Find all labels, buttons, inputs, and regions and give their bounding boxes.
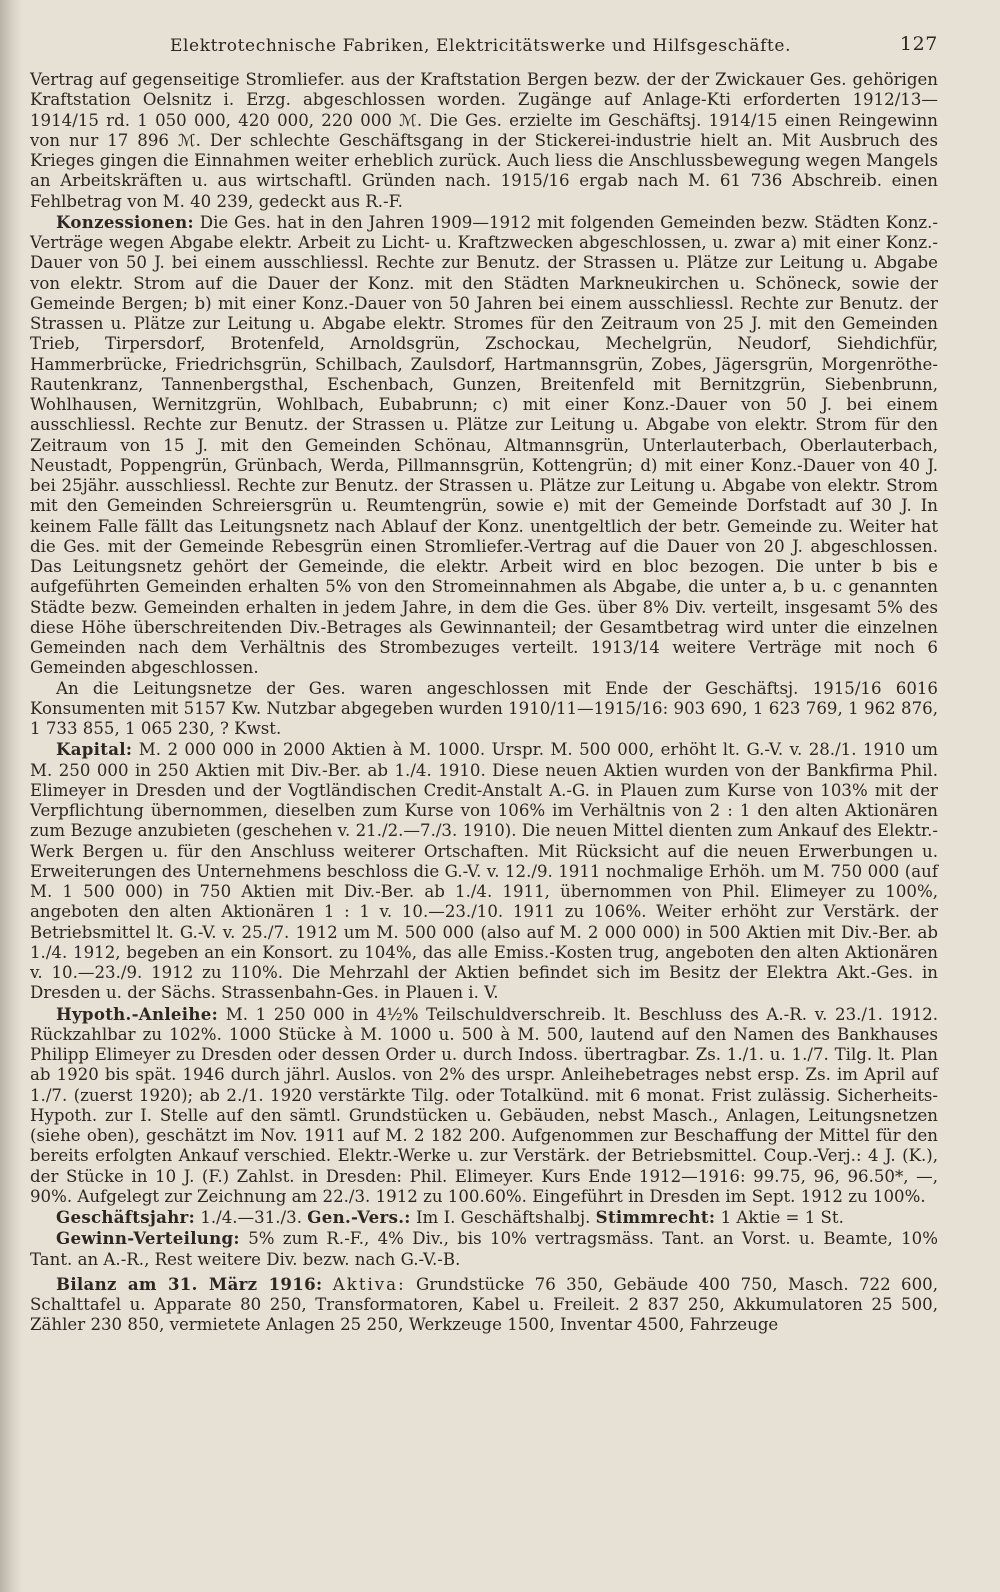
paragraph-text: 5% zum R.-F., 4% Div., bis 10% vertragsmäss. Tant. an Vorst. u. Beamte, 10% Tant. an A.-R., Rest weitere Div. bezw. nach G.-V.-B. xyxy=(30,1229,939,1269)
paragraph-bilanz xyxy=(30,1274,938,1336)
stimmrecht-label: Stimmrecht: xyxy=(595,1207,716,1227)
bilanz-text: Grundstücke 76 350, Gebäude 400 750, Masch. 722 600, Schalttafel u. Apparate 80 250, Transformatoren, Kabel u. Freileit. 2 837 250, Akkumulatoren 25 500, Zähler 230 850, vermietete Anlagen 25 250, Werkzeuge 1500, Inventar 4500, Fahrzeuge xyxy=(30,1274,938,1335)
paragraph-kapital xyxy=(30,739,938,1003)
section-label: Kapital: xyxy=(56,739,133,760)
page-number: 127 xyxy=(899,33,938,55)
section-label: Hypoth.-Anleihe: xyxy=(56,1003,219,1024)
aktiva-label: Aktiva: xyxy=(332,1274,406,1294)
running-header xyxy=(30,26,938,70)
section-label: Gewinn-Verteilung: xyxy=(56,1228,240,1249)
stimmrecht-value: 1 Aktie = 1 St. xyxy=(720,1208,844,1227)
gen-vers-label: Gen.-Vers.: xyxy=(307,1207,411,1227)
geschaeftsjahr-label: Geschäftsjahr: xyxy=(56,1207,196,1227)
paragraph-geschaeftsjahr xyxy=(30,1207,938,1228)
paragraph-intro xyxy=(30,70,938,212)
paragraph-text: An die Leitungsnetze der Ges. waren angeschlossen mit Ende der Geschäftsj. 1915/16 6016 Konsumenten mit 5157 Kw. Nutzbar abgegeben wurden 1910/11—1915/16: 903 690, 1 623 769, 1 962 876, 1 733 855, 1 065 230, ? Kwst. xyxy=(30,678,938,738)
section-label: Konzessionen: xyxy=(56,211,194,232)
paragraph-text: M. 1 250 000 in 4½% Teilschuldverschreib. lt. Beschluss des A.-R. v. 23./1. 1912. Rückzahlbar zu 102%. 1000 Stücke à M. 1000 u. 500 à M. 500, lautend auf den Namen des Bankhauses Philipp Elimeyer zu Dresden oder dessen Order u. durch Indoss. übertragbar. Zs. 1./1. u. 1./7. Tilg. lt. Plan ab 1920 bis spät. 1946 durch jährl. Auslos. von 2% des urspr. Anleihebetrages nebst ersp. Zs. im April auf 1./7. (zuerst 1920); ab 2./1. 1920 verstärkte Tilg. oder Totalkünd. mit 6 monat. Frist zulässig. Sicherheits-Hypoth. zur I. Stelle auf den sämtl. Grundstücken u. Gebäuden, nebst Masch., Anlagen, Leitungsnetzen (siehe oben), geschätzt im Nov. 1911 auf M. 2 182 200. Aufgenommen zur Beschaffung der Mittel für den bereits erfolgten Ankauf verschied. Elektr.-Werke u. zur Verstärk. der Betriebsmittel. Coup.-Verj.: 4 J. (K.), der Stücke in 10 J. (F.) Zahlst. in Dresden: Phil. Elimeyer. Kurs Ende 1912—1916: 99.75, 96, 96.50*, —, 90%. Aufgelegt zur Zeichnung am 22./3. 1912 zu 100.60%. Eingeführt in Dresden im Sept. 1912 zu 100%. xyxy=(30,1004,938,1206)
paragraph-hypoth-anleihe xyxy=(30,1004,938,1208)
scan-binding-edge xyxy=(0,0,22,1592)
bilanz-label: Bilanz am 31. März 1916: xyxy=(56,1273,323,1294)
paragraph-gewinn-verteilung xyxy=(30,1228,938,1270)
header-title: Elektrotechnische Fabriken, Elektricitätswerke und Hilfsgeschäfte. xyxy=(170,36,792,56)
geschaeftsjahr-value: 1./4.—31./3. xyxy=(200,1208,302,1227)
paragraph-text: Vertrag auf gegenseitige Stromliefer. aus der Kraftstation Bergen bezw. der der Zwickauer Ges. gehörigen Kraftstation Oelsnitz i. Erzg. abgeschlossen worden. Zugänge auf Anlage-Kti erforderten 1912/13—1914/15 rd. 1 050 000, 420 000, 220 000 ℳ. Die Ges. erzielte im Geschäftsj. 1914/15 einen Reingewinn von nur 17 896 ℳ. Der schlechte Geschäftsgang in der Stickerei-industrie hielt an. Mit Ausbruch des Krieges gingen die Einnahmen weiter erheblich zurück. Auch liess die Anschlussbewegung wegen Mangels an Arbeitskräften u. aus wirtschaftl. Gründen nach. 1915/16 ergab nach M. 61 736 Abschreib. einen Fehlbetrag von M. 40 239, gedeckt aus R.-F. xyxy=(30,70,938,211)
paragraph-text: Die Ges. hat in den Jahren 1909—1912 mit folgenden Gemeinden bezw. Städten Konz.-Verträge wegen Abgabe elektr. Arbeit zu Licht- u. Kraftzwecken abgeschlossen, u. zwar a) mit einer Konz.-Dauer von 50 J. bei einem ausschliessl. Rechte zur Benutz. der Strassen u. Plätze zur Leitung u. Abgabe von elektr. Strom auf die Dauer der Konz. mit den Städten Markneukirchen u. Schöneck, sowie der Gemeinde Bergen; b) mit einer Konz.-Dauer von 50 Jahren bei einem ausschliessl. Rechte zur Benutz. der Strassen u. Plätze zur Leitung u. Abgabe elektr. Stromes für den Zeitraum von 25 J. mit den Gemeinden Trieb, Tirpersdorf, Brotenfeld, Arnoldsgrün, Zschockau, Mechelgrün, Neudorf, Siehdichfür, Hammerbrücke, Friedrichsgrün, Schilbach, Zaulsdorf, Hartmannsgrün, Zobes, Jägersgrün, Morgenröthe-Rautenkranz, Tannenbergsthal, Eschenbach, Gunzen, Breitenfeld mit Bernitzgrün, Siebenbrunn, Wohlhausen, Wernitzgrün, Wohlbach, Eubabrunn; c) mit einer Konz.-Dauer von 50 J. bei einem ausschliessl. Rechte zur Benutz. der Strassen u. Plätze zur Leitung u. Abgabe von elektr. Strom für den Zeitraum von 15 J. mit den Gemeinden Schönau, Altmannsgrün, Unterlauterbach, Oberlauterbach, Neustadt, Poppengrün, Grünbach, Werda, Pillmannsgrün, Kottengrün; d) mit einer Konz.-Dauer von 40 J. bei 25jähr. ausschliessl. Rechte zur Benutz. der Strassen u. Plätze zur Leitung u. Abgabe von elektr. Strom mit den Gemeinden Schreiersgrün u. Reumtengrün, sowie e) mit der Gemeinde Dorfstadt auf 30 J. In keinem Falle fällt das Leitungsnetz nach Ablauf der Konz. unentgeltlich der betr. Gemeinde zu. Weiter hat die Ges. mit der Gemeinde Rebesgrün einen Stromliefer.-Vertrag auf die Dauer von 20 J. abgeschlossen. Das Leitungsnetz gehört der Gemeinde, die elektr. Arbeit wird en bloc bezogen. Die unter b bis e aufgeführten Gemeinden erhalten 5% von den Stromeinnahmen als Abgabe, die unter a, b u. c genannten Städte bezw. Gemeinden erhalten in jedem Jahre, in dem die Ges. über 8% Div. verteilt, insgesamt 5% des diese Höhe überschreitenden Div.-Betrages als Gewinnanteil; der Gesamtbetrag wird unter die einzelnen Gemeinden nach dem Verhältnis des Strombezuges verteilt. 1913/14 weitere Verträge mit noch 6 Gemeinden abgeschlossen. xyxy=(30,212,939,678)
paragraph-leitungsnetze xyxy=(30,679,938,740)
paragraph-text: M. 2 000 000 in 2000 Aktien à M. 1000. Urspr. M. 500 000, erhöht lt. G.-V. v. 28./1. 1910 um M. 250 000 in 250 Aktien mit Div.-Ber. ab 1./4. 1910. Diese neuen Aktien wurden von der Bankfirma Phil. Elimeyer in Dresden und der Vogtländischen Credit-Anstalt A.-G. in Plauen zum Kurse von 103% mit der Verpflichtung übernommen, dieselben zum Kurse von 106% im Verhältnis von 2 : 1 den alten Aktionären zum Bezuge anzubieten (geschehen v. 21./2.—7./3. 1910). Die neuen Mittel dienten zum Ankauf des Elektr.-Werk Bergen u. für den Anschluss weiterer Ortschaften. Mit Rücksicht auf die neuen Erwerbungen u. Erweiterungen des Unternehmens beschloss die G.-V. v. 12./9. 1911 nochmalige Erhöh. um M. 750 000 (auf M. 1 500 000) in 750 Aktien mit Div.-Ber. ab 1./4. 1911, übernommen von Phil. Elimeyer zu 100%, angeboten den alten Aktionären 1 : 1 v. 10.—23./10. 1911 zu 106%. Weiter erhöht zur Verstärk. der Betriebsmittel lt. G.-V. v. 25./7. 1912 um M. 500 000 (also auf M. 2 000 000) in 500 Aktien mit Div.-Ber. ab 1./4. 1912, begeben an ein Konsort. zu 104%, das alle Emiss.-Kosten trug, angeboten den alten Aktionären v. 10.—23./9. 1912 zu 110%. Die Mehrzahl der Aktien befindet sich im Besitz der Elektra Akt.-Ges. in Dresden u. der Sächs. Strassenbahn-Ges. in Plauen i. V. xyxy=(30,740,939,1003)
document-page xyxy=(30,26,938,1336)
paragraph-konzessionen xyxy=(30,212,938,679)
gen-vers-value: Im I. Geschäftshalbj. xyxy=(416,1208,591,1227)
